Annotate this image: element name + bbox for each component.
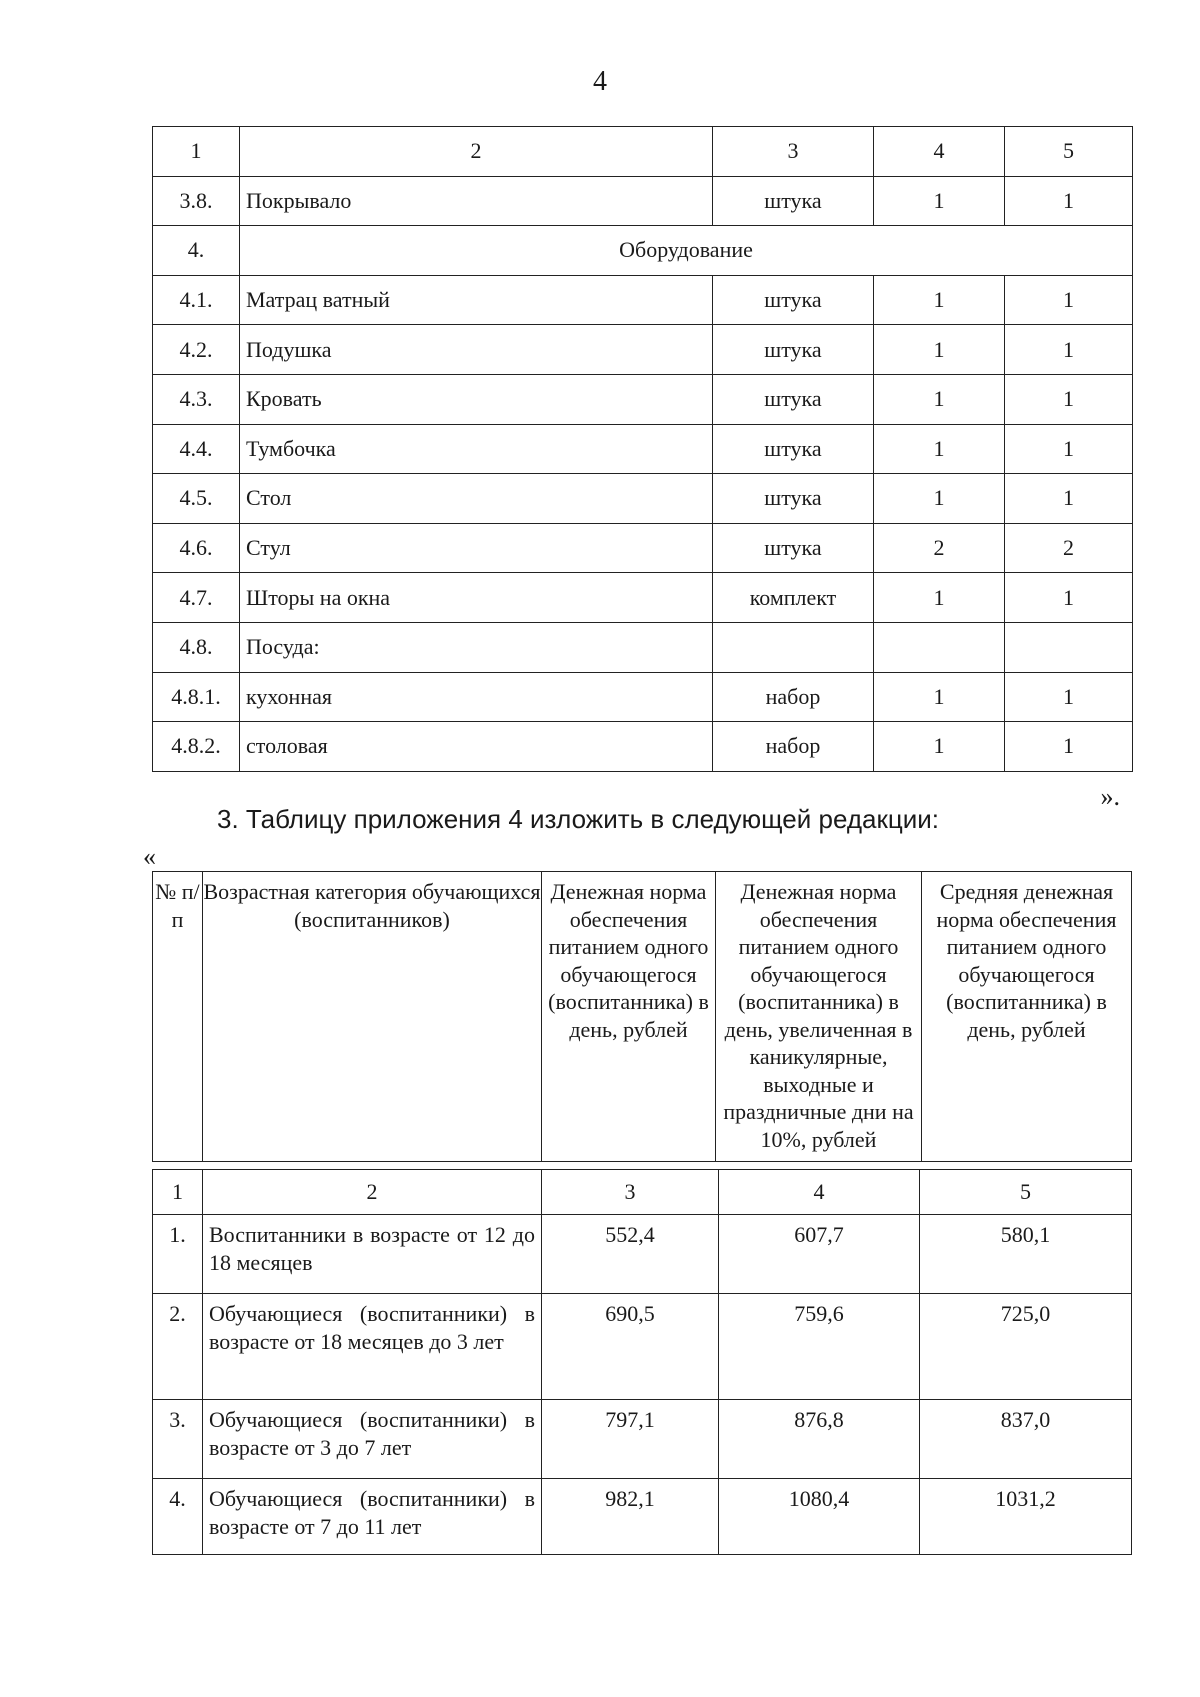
nutrition-norms-header-table (152, 871, 1132, 1162)
item-unit: штука (713, 275, 874, 325)
table-row (153, 1215, 1132, 1294)
item-name: Шторы на окна (240, 573, 713, 623)
inventory-table (152, 126, 1133, 772)
nutrition-norms-table (152, 1169, 1132, 1555)
row-number: 4.3. (153, 374, 240, 424)
row-number: 4.8.2. (153, 722, 240, 772)
item-unit: комплект (713, 573, 874, 623)
item-unit: штука (713, 424, 874, 474)
item-unit: штука (713, 523, 874, 573)
row-number: 3.8. (153, 176, 240, 226)
item-unit: штука (713, 474, 874, 524)
item-name: Тумбочка (240, 424, 713, 474)
table-row (153, 523, 1133, 573)
column-index-1: 1 (153, 127, 240, 177)
column-index-1: 1 (153, 1170, 203, 1215)
table-row (153, 325, 1133, 375)
page-number: 4 (593, 66, 607, 97)
item-qty-col5: 1 (1005, 176, 1133, 226)
header-daily-norm: Денежная норма обеспечения питанием одного обучающегося (воспитанника) в день, рублей (542, 872, 716, 1162)
column-index-4: 4 (874, 127, 1005, 177)
daily-norm-value: 552,4 (542, 1215, 719, 1294)
row-number: 4.1. (153, 275, 240, 325)
table-row (153, 374, 1133, 424)
column-index-3: 3 (542, 1170, 719, 1215)
item-unit (713, 622, 874, 672)
amendment-paragraph: 3. Таблицу приложения 4 изложить в следующей редакции: (217, 804, 939, 834)
item-qty-col5: 1 (1005, 424, 1133, 474)
column-index-row (153, 1170, 1132, 1215)
average-norm-value: 580,1 (920, 1215, 1132, 1294)
table-row (153, 1479, 1132, 1555)
header-average-norm: Средняя денежная норма обеспечения питанием одного обучающегося (воспитанника) в день, рублей (922, 872, 1132, 1162)
row-number: 3. (153, 1400, 203, 1479)
header-increased-norm: Денежная норма обеспечения питанием одного обучающегося (воспитанника) в день, увеличенная в каникулярные, выходные и праздничные дни на 10%, рублей (716, 872, 922, 1162)
daily-norm-value: 797,1 (542, 1400, 719, 1479)
table-row (153, 1400, 1132, 1479)
item-qty-col4: 1 (874, 176, 1005, 226)
age-category: Обучающиеся (воспитанники) в возрасте от 3 до 7 лет (203, 1400, 542, 1479)
item-qty-col4: 1 (874, 424, 1005, 474)
item-qty-col5: 1 (1005, 672, 1133, 722)
table-row (153, 672, 1133, 722)
column-index-4: 4 (719, 1170, 920, 1215)
table-row (153, 722, 1133, 772)
table-header-row (153, 872, 1132, 1162)
item-unit: штука (713, 176, 874, 226)
item-qty-col4: 1 (874, 573, 1005, 623)
average-norm-value: 837,0 (920, 1400, 1132, 1479)
column-index-5: 5 (920, 1170, 1132, 1215)
increased-norm-value: 607,7 (719, 1215, 920, 1294)
item-name: Стул (240, 523, 713, 573)
item-qty-col4: 1 (874, 722, 1005, 772)
row-number: 4.6. (153, 523, 240, 573)
item-name: Посуда: (240, 622, 713, 672)
row-number: 4.8. (153, 622, 240, 672)
average-norm-value: 1031,2 (920, 1479, 1132, 1555)
item-qty-col4: 1 (874, 374, 1005, 424)
item-name: Подушка (240, 325, 713, 375)
section-title: Оборудование (240, 226, 1133, 276)
age-category: Обучающиеся (воспитанники) в возрасте от 7 до 11 лет (203, 1479, 542, 1555)
item-name: кухонная (240, 672, 713, 722)
row-number: 2. (153, 1294, 203, 1400)
item-qty-col5: 1 (1005, 573, 1133, 623)
table-row (153, 573, 1133, 623)
increased-norm-value: 759,6 (719, 1294, 920, 1400)
column-index-2: 2 (203, 1170, 542, 1215)
item-name: Кровать (240, 374, 713, 424)
table-row (153, 424, 1133, 474)
item-qty-col5: 1 (1005, 275, 1133, 325)
item-qty-col5: 1 (1005, 374, 1133, 424)
row-number: 1. (153, 1215, 203, 1294)
row-number: 4.5. (153, 474, 240, 524)
item-name: Матрац ватный (240, 275, 713, 325)
column-index-5: 5 (1005, 127, 1133, 177)
daily-norm-value: 690,5 (542, 1294, 719, 1400)
column-index-2: 2 (240, 127, 713, 177)
item-unit: штука (713, 374, 874, 424)
closing-quote: ». (1100, 782, 1120, 811)
item-unit: набор (713, 672, 874, 722)
item-qty-col5: 1 (1005, 474, 1133, 524)
table-row (153, 1294, 1132, 1400)
item-qty-col4: 1 (874, 325, 1005, 375)
increased-norm-value: 876,8 (719, 1400, 920, 1479)
row-number: 4.2. (153, 325, 240, 375)
daily-norm-value: 982,1 (542, 1479, 719, 1555)
increased-norm-value: 1080,4 (719, 1479, 920, 1555)
average-norm-value: 725,0 (920, 1294, 1132, 1400)
item-qty-col4: 1 (874, 275, 1005, 325)
item-qty-col4: 2 (874, 523, 1005, 573)
table-row (153, 474, 1133, 524)
row-number: 4.8.1. (153, 672, 240, 722)
row-number: 4.7. (153, 573, 240, 623)
table-row (153, 622, 1133, 672)
row-number: 4. (153, 1479, 203, 1555)
table-header-row (153, 127, 1133, 177)
item-name: Покрывало (240, 176, 713, 226)
item-qty-col4: 1 (874, 672, 1005, 722)
row-number: 4.4. (153, 424, 240, 474)
item-name: столовая (240, 722, 713, 772)
header-row-number: № п/п (153, 872, 203, 1162)
item-qty-col5: 1 (1005, 722, 1133, 772)
item-qty-col5: 2 (1005, 523, 1133, 573)
age-category: Воспитанники в возрасте от 12 до 18 месяцев (203, 1215, 542, 1294)
item-qty-col4: 1 (874, 474, 1005, 524)
table-row (153, 275, 1133, 325)
item-qty-col5 (1005, 622, 1133, 672)
column-index-3: 3 (713, 127, 874, 177)
row-number: 4. (153, 226, 240, 276)
item-name: Стол (240, 474, 713, 524)
item-qty-col4 (874, 622, 1005, 672)
item-unit: набор (713, 722, 874, 772)
item-unit: штука (713, 325, 874, 375)
age-category: Обучающиеся (воспитанники) в возрасте от 18 месяцев до 3 лет (203, 1294, 542, 1400)
opening-quote: « (143, 842, 156, 871)
table-row (153, 176, 1133, 226)
header-age-category: Возрастная категория обучающихся (воспитанников) (203, 872, 542, 1162)
item-qty-col5: 1 (1005, 325, 1133, 375)
section-row (153, 226, 1133, 276)
